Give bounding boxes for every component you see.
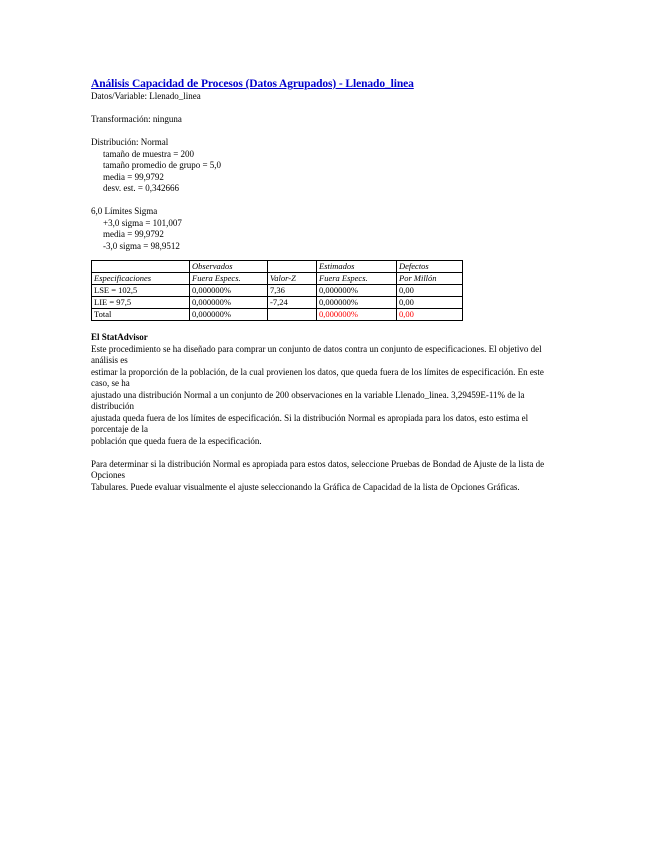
table-cell: -7,24 xyxy=(268,297,317,309)
upper-sigma: +3,0 sigma = 101,007 xyxy=(103,217,182,228)
table-cell: LIE = 97,5 xyxy=(92,297,190,309)
sample-size: tamaño de muestra = 200 xyxy=(103,148,195,159)
capability-table xyxy=(91,260,463,321)
table-row xyxy=(92,297,463,309)
table-cell: 0,00 xyxy=(397,297,463,309)
distribution-heading: Distribución: Normal xyxy=(91,137,169,147)
advisor-line: ajustado una distribución Normal a un conjunto de 200 observaciones en la variable Llenado_linea. 3,29459E-11% de la distribución xyxy=(91,389,525,411)
report xyxy=(91,77,561,493)
table-cell: 0,000000% xyxy=(317,297,397,309)
table-cell-highlight: 0,00 xyxy=(397,309,463,321)
advisor-line: ajustada queda fuera de los límites de especificación. Si la distribución Normal es apropiada para los datos, esto estima el porcentaje de la xyxy=(91,412,529,434)
data-variable: Datos/Variable: Llenado_linea xyxy=(91,91,201,101)
advisor-line: Este procedimiento se ha diseñado para comprar un conjunto de datos contra un conjunto de especificaciones. El objetivo del análisis es xyxy=(91,343,542,365)
table-row xyxy=(92,285,463,297)
avg-group-size: tamaño promedio de grupo = 5,0 xyxy=(103,160,222,170)
table-cell: LSE = 102,5 xyxy=(92,285,190,297)
table-cell: 0,00 xyxy=(397,285,463,297)
advisor-heading: El StatAdvisor xyxy=(91,332,148,342)
transformation: Transformación: ninguna xyxy=(91,114,182,124)
table-header-cell: Fuera Especs. xyxy=(317,273,397,285)
table-header-cell: Por Millón xyxy=(397,273,463,285)
sigma-limits-heading: 6,0 Límites Sigma xyxy=(91,206,158,216)
advisor-line: población que queda fuera de la especificación. xyxy=(91,435,262,446)
report-title[interactable]: Análisis Capacidad de Procesos (Datos Agrupados) - Llenado_linea xyxy=(91,78,414,90)
mean: media = 99,9792 xyxy=(103,171,164,182)
table-cell: 7,36 xyxy=(268,285,317,297)
table-cell-highlight: 0,000000% xyxy=(317,309,397,321)
table-header-cell: Observados xyxy=(190,261,268,273)
table-header-cell: Fuera Especs. xyxy=(190,273,268,285)
advisor-line: Para determinar si la distribución Normal es apropiada para estos datos, seleccione Pruebas de Bondad de Ajuste de la lista de Opciones xyxy=(91,458,545,480)
advisor-line: estimar la proporción de la población, de la cual provienen los datos, que queda fuera de los límites de especificación. En este caso, se ha xyxy=(91,366,544,388)
table-cell: 0,000000% xyxy=(317,285,397,297)
std-dev: desv. est. = 0,342666 xyxy=(103,183,179,193)
table-cell: 0,000000% xyxy=(190,285,268,297)
table-header-cell xyxy=(92,261,190,273)
table-header-row xyxy=(92,273,463,285)
table-header-cell: Estimados xyxy=(317,261,397,273)
table-header-cell xyxy=(268,261,317,273)
advisor-line: Tabulares. Puede evaluar visualmente el ajuste seleccionando la Gráfica de Capacidad de la lista de Opciones Gráficas. xyxy=(91,481,520,492)
table-cell: Total xyxy=(92,309,190,321)
lower-sigma: -3,0 sigma = 98,9512 xyxy=(103,240,180,251)
table-header-row xyxy=(92,261,463,273)
sigma-mean: media = 99,9792 xyxy=(103,229,164,239)
table-row-total xyxy=(92,309,463,321)
table-header-cell: Defectos xyxy=(397,261,463,273)
table-cell: 0,000000% xyxy=(190,309,268,321)
table-cell xyxy=(268,309,317,321)
table-header-cell: Especificaciones xyxy=(92,273,190,285)
table-cell: 0,000000% xyxy=(190,297,268,309)
table-header-cell: Valor-Z xyxy=(268,273,317,285)
